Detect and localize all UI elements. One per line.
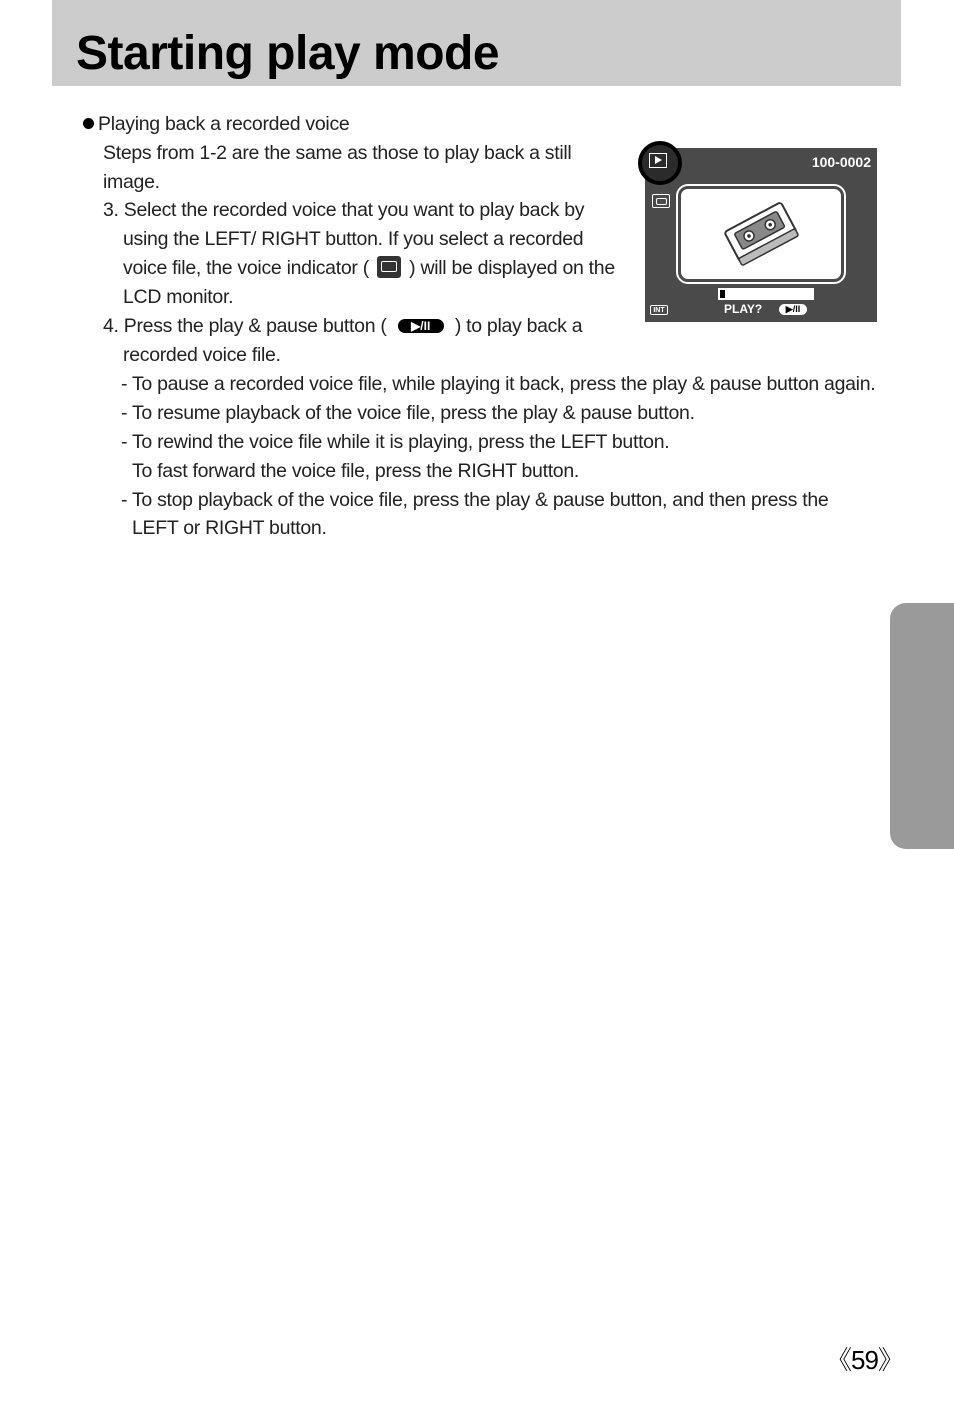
step3-line: using the LEFT/ RIGHT button. If you select a recorded	[123, 228, 584, 250]
step4-text: 4. Press the play & pause button (	[103, 315, 387, 337]
page-header	[52, 0, 901, 86]
bullet-icon	[83, 118, 94, 129]
play-pause-glyph: ▶/II	[785, 304, 801, 314]
play-pause-button-icon	[779, 304, 807, 315]
step3-text: voice file, the voice indicator (	[123, 257, 369, 279]
step3-line	[123, 254, 615, 283]
note-line: - To rewind the voice file while it is playing, press the LEFT button.	[121, 431, 670, 453]
step4-line	[103, 312, 582, 341]
page-number: 《59》	[826, 1345, 903, 1375]
progress-fill	[720, 290, 725, 298]
step3-text: ) will be displayed on the	[409, 257, 615, 279]
section-side-tab	[890, 603, 954, 849]
memory-indicator: INT	[650, 305, 668, 315]
cassette-tape-icon	[681, 189, 841, 279]
intro-line: image.	[103, 171, 160, 193]
step4-line: recorded voice file.	[123, 344, 281, 366]
step4-text: ) to play back a	[454, 315, 583, 337]
step3-line: LCD monitor.	[123, 286, 234, 308]
play-prompt: PLAY?	[724, 302, 763, 316]
page-title: Starting play mode	[76, 27, 500, 80]
play-mode-icon	[638, 141, 682, 185]
playback-progress-bar	[718, 288, 814, 300]
intro-line: Steps from 1-2 are the same as those to play back a still	[103, 142, 572, 164]
lcd-illustration	[645, 148, 877, 322]
bullet-heading-line	[83, 110, 349, 139]
play-pause-button-icon	[398, 319, 444, 333]
play-mode-glyph	[649, 153, 667, 168]
note-line: - To pause a recorded voice file, while playing it back, press the play & pause button again.	[121, 373, 876, 395]
bullet-heading: Playing back a recorded voice	[98, 113, 350, 135]
voice-memo-icon	[652, 194, 670, 208]
voice-memo-icon	[377, 256, 401, 278]
step3-line: 3. Select the recorded voice that you want to play back by	[103, 199, 585, 221]
play-pause-glyph: ▶/II	[411, 319, 431, 333]
note-line: - To stop playback of the voice file, press the play & pause button, and then press the	[121, 489, 829, 511]
note-line: To fast forward the voice file, press the RIGHT button.	[132, 460, 580, 482]
note-line: LEFT or RIGHT button.	[132, 517, 327, 539]
file-counter: 100-0002	[811, 154, 871, 170]
note-line: - To resume playback of the voice file, press the play & pause button.	[121, 402, 695, 424]
preview-window	[678, 186, 844, 282]
